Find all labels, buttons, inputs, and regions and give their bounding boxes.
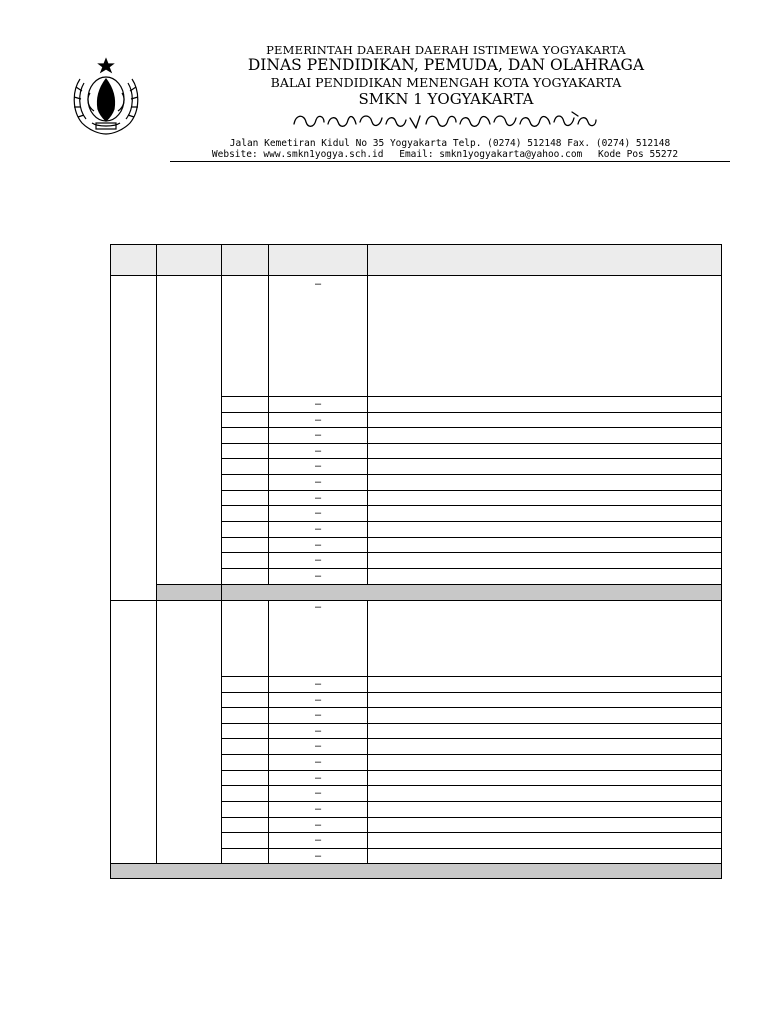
- dash-marker: –: [315, 709, 322, 721]
- email-text: Email: smkn1yogyakarta@yahoo.com: [399, 149, 583, 160]
- dash-marker: –: [315, 554, 322, 566]
- dash-marker: –: [315, 278, 322, 290]
- government-name: PEMERINTAH DAERAH DAERAH ISTIMEWA YOGYAKARTA: [266, 43, 626, 57]
- dash-marker: –: [315, 414, 322, 426]
- dash-marker: –: [315, 819, 322, 831]
- dash-marker: –: [315, 678, 322, 690]
- coat-of-arms-icon: [66, 57, 146, 137]
- dash-marker: –: [315, 772, 322, 784]
- dash-marker: –: [315, 507, 322, 519]
- dash-marker: –: [315, 787, 322, 799]
- postcode-text: Kode Pos 55272: [598, 149, 679, 160]
- dash-marker: –: [315, 570, 322, 582]
- dash-marker: –: [315, 523, 322, 535]
- dash-marker: –: [315, 445, 322, 457]
- website-text: Website: www.smkn1yogya.sch.id: [211, 149, 384, 160]
- department-name: DINAS PENDIDIKAN, PEMUDA, DAN OLAHRAGA: [247, 56, 645, 74]
- total-row: [110, 863, 722, 879]
- dash-marker: –: [315, 740, 322, 752]
- dash-marker: –: [315, 850, 322, 862]
- javanese-script-image: [290, 108, 600, 134]
- dash-marker: –: [315, 460, 322, 472]
- dash-marker: –: [315, 492, 322, 504]
- table-shading: [110, 244, 722, 879]
- dash-marker: –: [315, 601, 322, 613]
- address-line: Jalan Kemetiran Kidul No 35 Yogyakarta Telp. (0274) 512148 Fax. (0274) 512148: [229, 138, 671, 149]
- letterhead-rule: [170, 161, 730, 162]
- dash-marker: –: [315, 694, 322, 706]
- contact-line: [170, 149, 730, 160]
- dash-marker: –: [315, 834, 322, 846]
- letterhead: [0, 0, 768, 165]
- office-name: BALAI PENDIDIKAN MENENGAH KOTA YOGYAKARTA: [270, 75, 622, 90]
- table-lines: [110, 244, 722, 879]
- dash-marker: –: [315, 539, 322, 551]
- header-row: [110, 244, 722, 275]
- dash-marker: –: [315, 725, 322, 737]
- dash-marker: –: [315, 398, 322, 410]
- school-name: SMKN 1 YOGYAKARTA: [358, 90, 534, 108]
- subtotal-row-1: [156, 585, 722, 600]
- dash-marker: –: [315, 429, 322, 441]
- dash-marker: –: [315, 803, 322, 815]
- dash-marker: –: [315, 756, 322, 768]
- dash-marker: –: [315, 476, 322, 488]
